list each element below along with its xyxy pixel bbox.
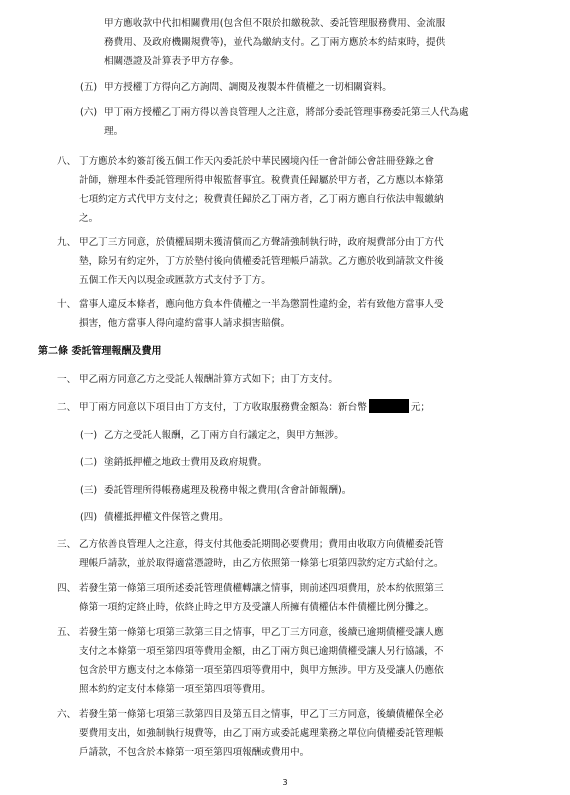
clause-2-item-2 — [57, 398, 547, 417]
text-line: 戶請款，不包含於本條第一項至第四項報酬或費用中。 — [79, 747, 310, 758]
text-line: 相關憑證及計算表予甲方存參。 — [104, 56, 240, 67]
item-marker: (四) — [80, 512, 98, 523]
redacted-amount — [369, 399, 409, 413]
text-line: 支付之本條第一項至第四項等費用金額，由乙丁兩方與已逾期債權受讓人另行協議，不 — [79, 646, 444, 657]
text-line: 之。 — [79, 213, 99, 224]
clause-2-subitem-2 — [80, 453, 550, 472]
text-line: 甲丁兩方同意以下項目由丁方支付，丁方收取服務費金額為：新台幣 — [79, 402, 367, 413]
text-line: 五個工作天內以現金或匯款方式支付予丁方。 — [79, 275, 271, 286]
text-line: 甲乙丁三方同意，於債權屆期未獲清償而乙方聲請強制執行時，政府規費部分由丁方代 — [79, 237, 444, 248]
text-line: 元； — [410, 402, 430, 413]
item-marker: (二) — [80, 457, 98, 468]
text-line: 塗銷抵押權之地政士費用及政府規費。 — [104, 457, 268, 468]
text-line: 當事人違反本條者，應向他方負本件債權之一半為懲罰性違約金，若有致他方當事人受 — [79, 299, 444, 310]
section-2-title: 第二條 委託管理報酬及費用 — [38, 346, 162, 357]
clause-2-item-5 — [57, 623, 547, 699]
clause-2-item-6 — [57, 705, 547, 762]
clause-1-item-6 — [80, 103, 550, 141]
item-marker: (五) — [80, 82, 98, 93]
text-line: 理。 — [104, 126, 124, 137]
clause-1-item-5 — [80, 78, 550, 97]
item-marker: 三、 — [57, 539, 77, 550]
clause-2-item-4 — [57, 579, 547, 617]
text-line: 七項約定方式代甲方支付之；稅費責任歸於乙丁兩方者，乙丁兩方應自行依法申報繳納 — [79, 194, 444, 205]
text-line: 若發生第一條第七項第三款第四目及第五目之情事，甲乙丁三方同意，後續債權保全必 — [79, 709, 444, 720]
text-line: 計師，辦理本件委託管理所得申報監督事宜。稅費責任歸屬於甲方者，乙方應以本條第 — [79, 175, 444, 186]
item-marker: 十、 — [57, 299, 77, 310]
text-line: 理帳戶請款，並於取得適當憑證時，由乙方依照第一條第七項第四款約定方式給付之。 — [79, 558, 444, 569]
text-line: 包含於甲方應支付之本條第一項至第四項等費用中，與甲方無涉。甲方及受讓人仍應依 — [79, 665, 444, 676]
clause-2-subitem-1 — [80, 426, 550, 445]
page-number: 3 — [282, 778, 288, 787]
text-line: 若發生第一條第七項第三款第三目之情事，甲乙丁三方同意，後續已逾期債權受讓人應 — [79, 627, 444, 638]
clause-2-subitem-4 — [80, 508, 550, 527]
text-line: 甲方應收款中代扣相關費用(包含但不限於扣繳稅款、委託管理服務費用、金流服 — [104, 18, 446, 29]
continuation-paragraph — [104, 14, 544, 71]
item-marker: (一) — [80, 430, 98, 441]
item-marker: 四、 — [57, 583, 77, 594]
text-line: 債權抵押權文件保管之費用。 — [104, 512, 229, 523]
item-marker: 一、 — [57, 374, 77, 385]
text-line: 甲方授權丁方得向乙方詢問、調閱及複製本件債權之一切相關資料。 — [104, 82, 392, 93]
clause-1-item-8 — [57, 152, 547, 228]
clause-1-item-9 — [57, 233, 547, 290]
item-marker: 六、 — [57, 709, 77, 720]
text-line: 甲丁兩方授權乙丁兩方得以善良管理人之注意，將部分委託管理事務委託第三人代為處 — [104, 107, 469, 118]
text-line: 乙方之受託人報酬，乙丁兩方自行議定之，與甲方無涉。 — [104, 430, 344, 441]
text-line: 照本約約定支付本條第一項至第四項等費用。 — [79, 684, 271, 695]
text-line: 丁方應於本約簽訂後五個工作天內委託於中華民國境內任一會計師公會註冊登錄之會 — [79, 156, 434, 167]
clause-1-item-10 — [57, 295, 547, 333]
item-marker: 九、 — [57, 237, 77, 248]
text-line: 甲乙兩方同意乙方之受託人報酬計算方式如下；由丁方支付。 — [79, 374, 339, 385]
item-marker: 二、 — [57, 402, 77, 413]
item-marker: (三) — [80, 485, 98, 496]
item-marker: 五、 — [57, 627, 77, 638]
clause-2-item-3 — [57, 535, 547, 573]
text-line: 務費用、及政府機關規費等)，並代為繳納支付。乙丁兩方應於本約結束時，提供 — [104, 37, 446, 48]
text-line: 條第一項約定終止時，依終止時之甲方及受讓人所擁有債權佔本件債權比例分攤之。 — [79, 602, 434, 613]
item-marker: 八、 — [57, 156, 77, 167]
text-line: 墊，除另有約定外，丁方於墊付後向債權委託管理帳戶請款。乙方應於收到請款文件後 — [79, 256, 444, 267]
clause-2-subitem-3 — [80, 481, 550, 500]
text-line: 損害，他方當事人得向違約當事人請求損害賠償。 — [79, 318, 291, 329]
text-line: 要費用支出，如強制執行規費等，由乙丁兩方或委託處理業務之單位向債權委託管理帳 — [79, 728, 444, 739]
text-line: 乙方依善良管理人之注意，得支付其他委託期間必要費用；費用由收取方向債權委託管 — [79, 539, 444, 550]
item-marker: (六) — [80, 107, 98, 118]
text-line: 若發生第一條第三項所述委託管理債權轉讓之情事，則前述四項費用，於本約依照第三 — [79, 583, 444, 594]
text-line: 委託管理所得帳務處理及稅務申報之費用(含會計師報酬)。 — [104, 485, 352, 496]
clause-2-item-1 — [57, 370, 547, 389]
